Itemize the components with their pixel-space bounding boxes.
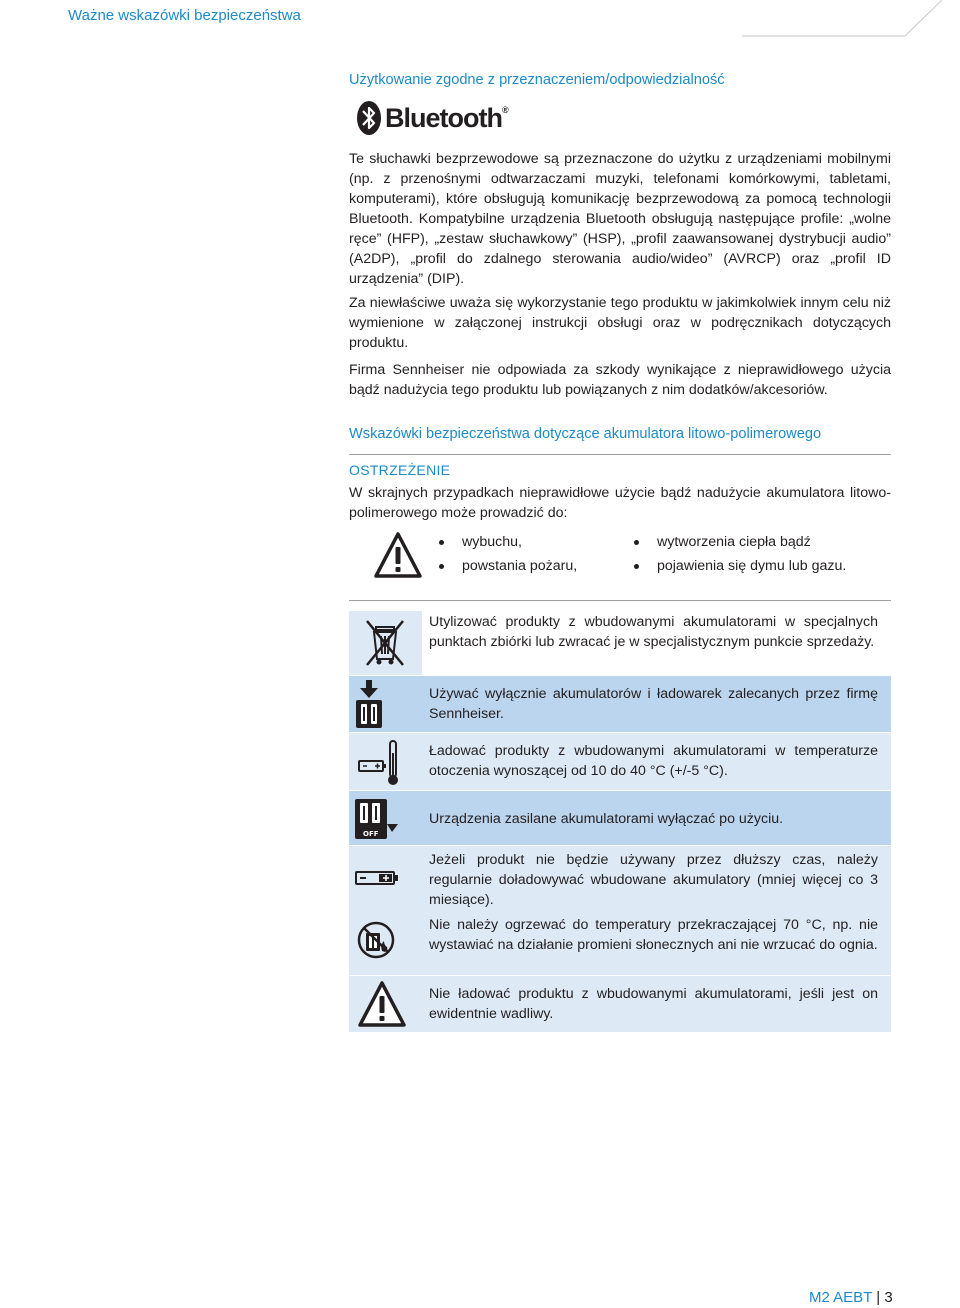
bluetooth-wordmark: Bluetooth® bbox=[385, 103, 508, 133]
crossed-bin-icon bbox=[361, 617, 409, 671]
svg-text:OFF: OFF bbox=[363, 830, 379, 838]
page-header bbox=[0, 0, 960, 36]
divider bbox=[349, 454, 891, 455]
section-title-battery-safety: Wskazówki bezpieczeństwa dotyczące akumulatora litowo-polimerowego bbox=[349, 426, 822, 442]
row-text: Używać wyłącznie akumulatorów i ładowarek zalecanych przez firmę Sennheiser. bbox=[429, 686, 878, 722]
list-item: wytworzenia ciepła bądź bbox=[632, 532, 846, 556]
bluetooth-icon bbox=[357, 101, 381, 135]
table-row bbox=[349, 846, 891, 911]
text-cell bbox=[422, 791, 891, 845]
row-text: Nie należy ogrzewać do temperatury przekraczającej 70 °C, np. nie wystawiać na działanie promieni słonecznych ani nie wrzucać do ognia. bbox=[429, 917, 878, 953]
footer-page-number bbox=[809, 1288, 893, 1308]
row-text: Ładować produkty z wbudowanymi akumulatorami w temperaturze otoczenia wynoszącej od 10 do 40 °C (+/-5 °C). bbox=[429, 743, 878, 779]
text-cell bbox=[422, 976, 891, 1032]
table-row bbox=[349, 676, 891, 732]
text-cell bbox=[422, 846, 891, 911]
footer-page: 3 bbox=[884, 1289, 893, 1306]
text-cell bbox=[422, 733, 891, 790]
paragraph-text: Te słuchawki bezprzewodowe są przeznaczone do użytku z urządzeniami mobilnymi (np. z przenośnymi odtwarzaczami muzyki, telefonami komórkowymi, tabletami, komputerami), które obsługują komunikację bezprzewodową za pomocą technologii Bluetooth. Kompatybilne urządzenia Bluetooth obsługują następujące profile: „wolne ręce” (HFP), „zestaw słuchawkowy” (HSP), „profil zaawansowanej dystrybucji audio” (A2DP), „profil do zdalnego sterowania audio/wideo” (AVRCP) oraz „profil ID urządzenia” (DIP). bbox=[349, 151, 891, 287]
bluetooth-logo bbox=[357, 100, 508, 136]
icon-cell bbox=[349, 791, 422, 845]
table-divider bbox=[349, 600, 891, 601]
row-text: Nie ładować produktu z wbudowanymi akumulatorami, jeśli jest on ewidentnie wadliwy. bbox=[429, 986, 878, 1022]
text-cell bbox=[422, 611, 891, 675]
table-row bbox=[349, 911, 891, 975]
table-row bbox=[349, 976, 891, 1032]
footer-separator: | bbox=[876, 1289, 881, 1306]
hazard-list-left bbox=[437, 532, 577, 580]
row-text: Utylizować produkty z wbudowanymi akumulatorami w specjalnych punktach zbiórki lub zwracać je w specjalistycznym punkcie sprzedaży. bbox=[429, 614, 878, 650]
list-item: pojawienia się dymu lub gazu. bbox=[632, 556, 846, 580]
footer-product: M2 AEBT bbox=[809, 1289, 873, 1306]
paragraph-text: Firma Sennheiser nie odpowiada za szkody wynikające z nieprawidłowego użycia bądź nadużycia tego produktu lub powiązanych z nim dodatków/akcesoriów. bbox=[349, 362, 891, 398]
icon-cell bbox=[349, 911, 422, 975]
warning-label: OSTRZEŻENIE bbox=[349, 462, 451, 478]
warning-triangle-icon bbox=[374, 532, 422, 578]
header-title: Ważne wskazówki bezpieczeństwa bbox=[68, 7, 301, 24]
battery-charger-icon bbox=[354, 680, 384, 730]
icon-cell bbox=[349, 676, 422, 732]
table-row bbox=[349, 611, 891, 675]
paragraph-intended-use bbox=[349, 149, 891, 289]
warning-text bbox=[349, 483, 891, 523]
table-row bbox=[349, 733, 891, 790]
paragraph-text: W skrajnych przypadkach nieprawidłowe użycie bądź nadużycie akumulatora litowo-polimerowego może prowadzić do: bbox=[349, 485, 891, 521]
battery-off-icon bbox=[354, 796, 400, 842]
row-text: Jeżeli produkt nie będzie używany przez dłuższy czas, należy regularnie doładowywać wbudowane akumulatory (mniej więcej co 3 miesiące). bbox=[429, 852, 878, 908]
icon-cell bbox=[349, 976, 422, 1032]
row-text: Urządzenia zasilane akumulatorami wyłączać po użyciu. bbox=[429, 811, 784, 827]
table-row bbox=[349, 791, 891, 845]
section-title-intended-use: Użytkowanie zgodne z przeznaczeniem/odpowiedzialność bbox=[349, 72, 725, 88]
icon-cell bbox=[349, 733, 422, 790]
paragraph-liability bbox=[349, 360, 891, 400]
list-item: wybuchu, bbox=[437, 532, 577, 556]
icon-cell bbox=[349, 611, 422, 675]
icon-cell bbox=[349, 846, 422, 911]
no-heat-icon bbox=[357, 921, 395, 959]
thermometer-battery-icon bbox=[357, 739, 401, 787]
paragraph-improper-use bbox=[349, 293, 891, 353]
paragraph-text: Za niewłaściwe uważa się wykorzystanie tego produktu w jakimkolwiek innym celu niż wymienione w załączonej instrukcji obsługi oraz w podręcznikach dotyczących produktu. bbox=[349, 295, 891, 351]
text-cell bbox=[422, 676, 891, 732]
warning-triangle-icon bbox=[358, 981, 406, 1027]
header-decoration bbox=[742, 0, 960, 37]
hazard-list-right bbox=[632, 532, 846, 580]
text-cell bbox=[422, 911, 891, 975]
list-item: powstania pożaru, bbox=[437, 556, 577, 580]
battery-level-icon bbox=[355, 870, 399, 886]
